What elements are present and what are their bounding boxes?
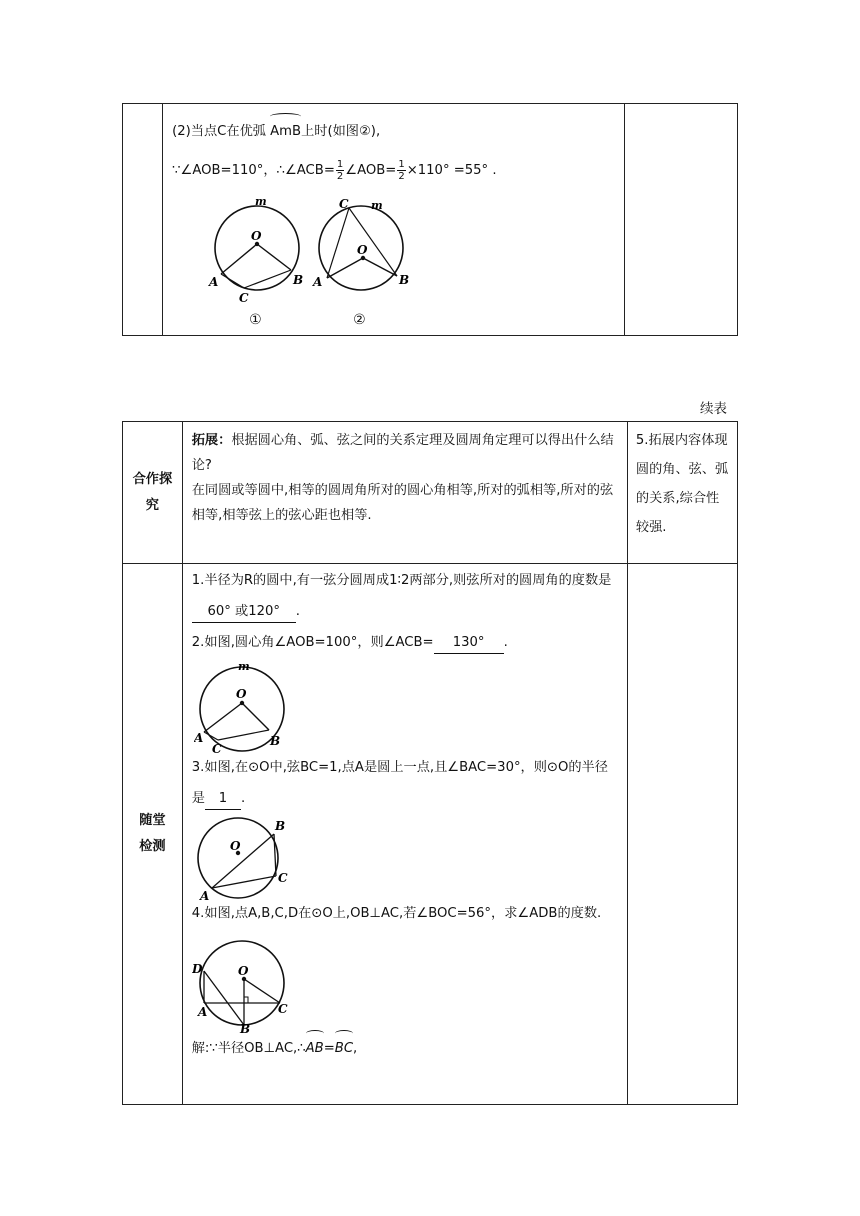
q4-solution [192, 1033, 619, 1064]
fraction-half-1 [336, 159, 344, 182]
q1-end: . [295, 604, 300, 619]
top-line-1 [172, 116, 624, 147]
fig1-label-c: C [239, 291, 249, 305]
fig1-label-b: B [293, 273, 304, 287]
q4-label-a: A [197, 1005, 208, 1019]
q3-answer: 1 [205, 789, 241, 810]
row1-extension [192, 428, 619, 478]
fig1-label-o: O [251, 229, 262, 243]
row1-label-cell [123, 422, 183, 564]
fig2-caption: ② [353, 312, 366, 328]
q4-label-b: B [239, 1022, 250, 1033]
row1-answer: 在同圆或等圆中,相等的圆周角所对的圆心角相等,所对的弧相等,所对的弦相等,相等弦上的弦心距也相等. [191, 483, 614, 523]
top-table-content-cell [163, 104, 625, 336]
sol-eq: = [323, 1041, 335, 1056]
top-line-2 [172, 155, 624, 186]
q4-label-d: D [191, 962, 203, 976]
q4: 4.如图,点A,B,C,D在⊙O上,OB⊥AC,若∠BOC=56°，求∠ADB的度数. [191, 906, 602, 921]
line2-c: ×110° =55° . [406, 163, 497, 178]
row2-label: 随堂检测 [139, 813, 166, 854]
q1-answer: 60° 或120° [192, 602, 296, 623]
frac-den: 2 [398, 170, 405, 182]
sol-end: , [353, 1041, 358, 1056]
q4-label-c: C [277, 1002, 288, 1016]
frac-num: 1 [398, 158, 405, 170]
line1-suffix: 上时(如图②), [301, 124, 381, 139]
q3-label-b: B [274, 819, 285, 833]
row1-content-cell [182, 422, 627, 564]
q2-figure [194, 662, 290, 754]
q3 [192, 752, 619, 814]
row2-label-cell [123, 564, 183, 1105]
q2-label-a: A [193, 731, 204, 745]
figure-1 [207, 196, 307, 306]
ext-title: 拓展： [191, 433, 232, 448]
q4-label-o: O [237, 964, 249, 978]
line2-a: ∵∠AOB=110°，∴∠ACB= [172, 163, 335, 178]
q4-figure [192, 937, 292, 1033]
q3-label-a: A [199, 889, 210, 902]
sol-arc-ab: AB [306, 1033, 324, 1064]
main-table [122, 421, 738, 1105]
top-table [122, 103, 738, 336]
q2-end: . [503, 635, 508, 650]
fraction-half-2 [397, 159, 405, 182]
fig2-label-o: O [357, 243, 368, 257]
q2-label-c: C [211, 742, 222, 754]
fig1-caption: ① [249, 312, 262, 328]
fig2-label-a: A [313, 275, 323, 289]
fig1-label-m: m [255, 196, 267, 208]
q2-label-o: O [235, 687, 247, 701]
row1-note: 5.拓展内容体现圆的角、弦、弧的关系,综合性较强. [635, 433, 729, 535]
line1-prefix: (2)当点C在优弧 [172, 124, 271, 139]
q1-text: 1.半径为R的圆中,有一弦分圆周成1∶2两部分,则弦所对的圆周角的度数是 [191, 573, 612, 588]
q3-label-o: O [229, 839, 241, 853]
q2-answer: 130° [434, 633, 504, 654]
top-table-note-cell [625, 104, 738, 336]
frac-den: 2 [336, 170, 344, 182]
line2-b: ∠AOB= [345, 163, 397, 178]
arc-amb: AmB [270, 116, 301, 147]
q1 [192, 565, 619, 627]
frac-num: 1 [336, 158, 344, 170]
figure-2 [309, 196, 413, 306]
q3-end: . [240, 791, 246, 806]
q3-figure [192, 816, 288, 902]
row1-note-cell [627, 422, 737, 564]
fig2-label-c: C [339, 197, 349, 211]
row2-note-cell [627, 564, 737, 1105]
ext-question: 根据圆心角、弧、弦之间的关系定理及圆周角定理可以得出什么结论? [191, 433, 614, 473]
q2-label-b: B [269, 734, 280, 748]
q2-text: 2.如图,圆心角∠AOB=100°，则∠ACB= [191, 635, 434, 650]
sol-prefix: 解:∵半径OB⊥AC,∴ [191, 1041, 306, 1056]
row1-label: 合作探究 [132, 471, 173, 513]
fig2-label-b: B [399, 273, 410, 287]
sol-arc-bc: BC [335, 1033, 353, 1064]
row2-content-cell [182, 564, 627, 1105]
fig2-label-m: m [371, 199, 383, 212]
continued-label: 续表 [700, 401, 727, 417]
fig1-label-a: A [209, 275, 219, 289]
top-table-label-cell [123, 104, 163, 336]
q2 [192, 627, 619, 658]
q3-text: 3.如图,在⊙O中,弦BC=1,点A是圆上一点,且∠BAC=30°，则⊙O的半径是 [191, 760, 608, 806]
q2-label-m: m [237, 662, 250, 673]
q3-label-c: C [277, 871, 288, 885]
